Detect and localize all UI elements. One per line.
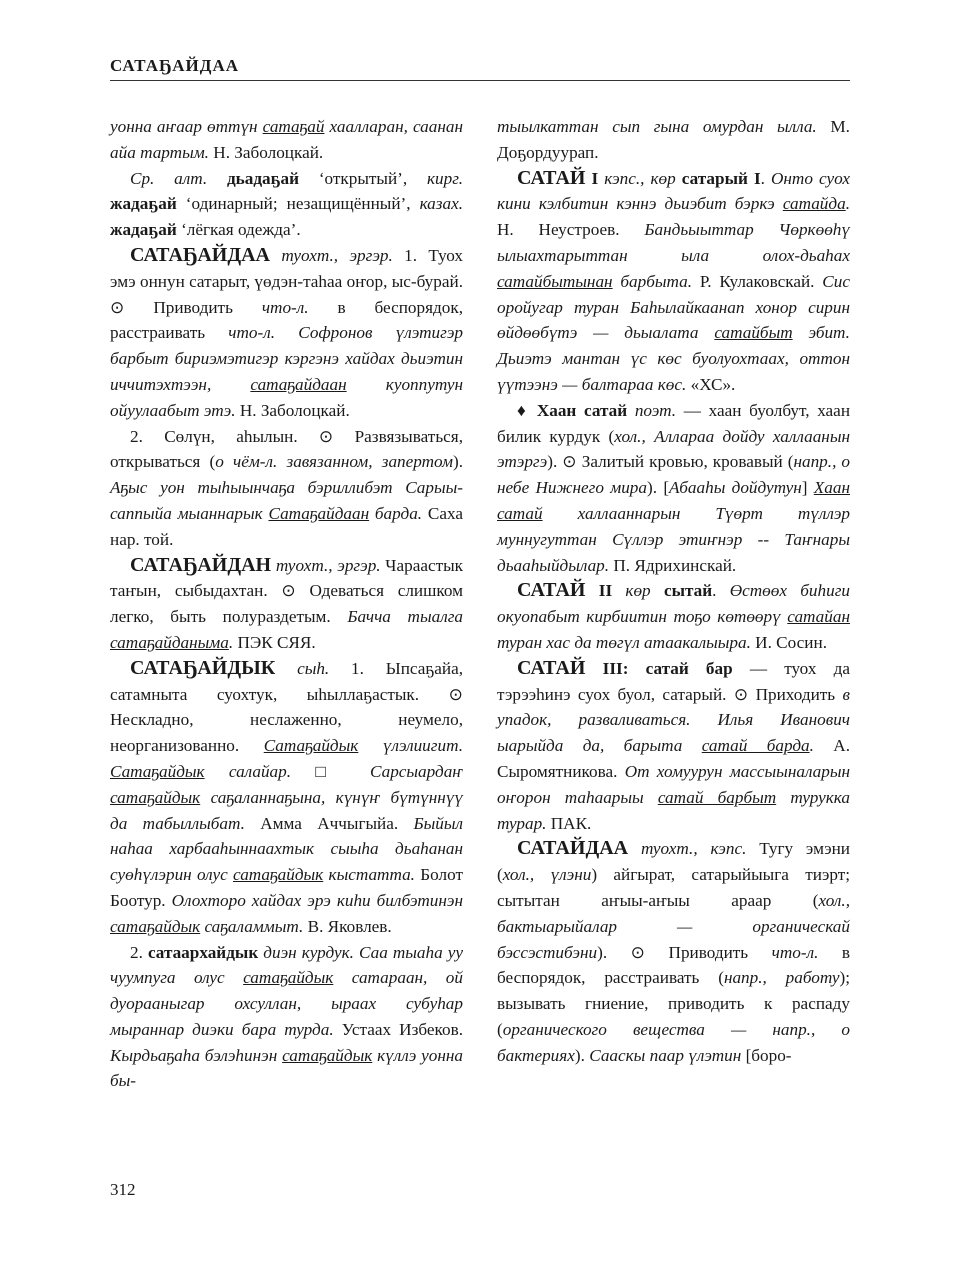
italic-run: үлэлиигит.	[358, 736, 463, 756]
dictionary-entry	[497, 836, 850, 1068]
italic-run: напр., работу	[723, 968, 840, 988]
text-run: □	[291, 761, 371, 781]
dictionary-entry	[110, 656, 463, 940]
italic-run: саҕаланнаҕына, күнүҥ бүтүннүү да табыллыбат.	[110, 787, 463, 833]
italic-run: что-л.	[771, 942, 819, 962]
italic-run: сыһ.	[275, 658, 330, 678]
headword: САТАЙДАА	[517, 837, 629, 860]
entry-paragraph	[110, 166, 463, 243]
dictionary-entry	[497, 578, 850, 655]
italic-run: хол., бактыарыйалар — органическай бэссэстибэни	[497, 890, 850, 962]
example-word: сатаҕайдык	[243, 968, 334, 988]
text-run: ‘открытый’,	[299, 168, 427, 188]
example-word: сатаҕайдык	[110, 916, 201, 936]
text-run: .	[712, 581, 730, 601]
text-run: ); вызывать гниение, приводить к распаду (	[497, 968, 850, 1039]
text-run: М. Доҕордуурап.	[497, 117, 850, 162]
example-word: сатаҕайданыма	[110, 632, 229, 652]
text-run: — туох да тэрээһинэ суох буол, сатарый. ⊙ Приходить	[497, 658, 850, 704]
text-run: 1. Туох эмэ оннун сатарыт, үөдэн-таһаа оҥор, ыс-бурай. ⊙ Приводить	[110, 245, 463, 317]
italic-run: кирг.	[426, 168, 463, 188]
italic-run: Ср. алт.	[130, 168, 227, 188]
bold-run: сатаархайдык	[147, 942, 259, 962]
italic-run: сатараан, ой дуорааныгар охсуллан, ыраах субуһар мыраннар диэки бара турда.	[110, 968, 463, 1039]
italic-run: Абааһы дойдутун	[669, 478, 802, 498]
entry-paragraph	[110, 940, 463, 1095]
headword: САТАҔАЙДАН	[130, 553, 272, 576]
italic-run: что-л. Софронов үлэтигэр барбыт бириэмэтигэр кэргэнэ хайдах дьиэтин иччитэхтээн,	[110, 323, 463, 394]
example-word: сатайбытынан	[497, 271, 613, 291]
text-run: Тугу эмэни (	[497, 839, 850, 885]
example-word: Хаан сатай	[497, 478, 851, 523]
text-run: 2.	[130, 942, 148, 962]
headword: САТАҔАЙДЫК	[130, 656, 276, 679]
italic-run: көр	[612, 581, 664, 601]
headword: САТАҔАЙДАА	[130, 243, 270, 266]
italic-run: Өстөөх биһиги окуопабыт кирбиитин тоҕо көтөөрү	[497, 581, 850, 627]
italic-run: Бандьыыттар Чөркөөһү ылыахтарыттан ыла олох-дьаһах	[497, 220, 850, 265]
italic-run: Быйыл наһаа харбааһыннаахтык сыыһа дьаһанан суөһүлэрин олус	[110, 813, 463, 885]
text-run: ). ⊙ Приводить	[597, 942, 772, 962]
italic-run: Бачча тыалга	[347, 607, 463, 627]
text-run: Чараастык таҥын, сыбыдахтан. ⊙ Одеваться слишком легко, быть полураздетым.	[110, 555, 463, 627]
text-run: ).	[574, 1045, 590, 1065]
text-run: 2. Сөлүн, аһылын. ⊙ Развязываться, открываться (	[110, 426, 463, 472]
page-header	[110, 56, 850, 81]
bold-run: сатарый I	[681, 168, 761, 188]
example-word: Сатаҕайдык	[110, 761, 205, 781]
italic-run: хол., үлэни	[502, 865, 592, 885]
text-run: Н. Заболоцкай.	[208, 142, 324, 162]
text-run: Н. Неустроев.	[497, 220, 645, 240]
text-run: Амма Аччыгыйа.	[244, 813, 414, 833]
italic-run: хол., Аллараа дойду халлаанын этэргэ	[497, 426, 850, 472]
text-run: .	[760, 168, 771, 188]
example-word: сатайан	[787, 607, 850, 627]
example-word: сатай барда	[701, 736, 810, 756]
italic-run: о чём-л. завязанном, запертом	[215, 452, 453, 472]
text-run: Устаах Избеков.	[333, 1019, 463, 1039]
text-run: Н. Заболоцкай.	[235, 400, 350, 420]
text-run: — хаан буолбут, хаан билик курдук (	[497, 400, 851, 446]
text-run: 1. Ыпсаҕайа, сатамныта суохтук, ыһыллаҕастык. ⊙ Нескладно, неслаженно, неумело, неорганизованно.	[110, 658, 463, 756]
left-column	[110, 114, 463, 1094]
italic-run: .	[809, 736, 814, 756]
text-run: в беспорядок, расстраивать	[110, 297, 463, 343]
example-word: сатаҕайдык	[110, 787, 201, 807]
text-run: ).	[452, 452, 463, 472]
italic-run: органического вещества — напр., о бактериях	[497, 1019, 850, 1065]
dictionary-entry	[110, 553, 463, 656]
example-word: сатай барбыт	[657, 787, 777, 807]
italic-run: салайар.	[204, 761, 292, 781]
entry-paragraph	[497, 114, 850, 166]
text-run: А. Сыромятникова.	[497, 736, 850, 781]
page-number: 312	[110, 1180, 136, 1199]
dictionary-entry	[497, 656, 850, 837]
text-run: П. Ядрихинскай.	[609, 555, 737, 575]
italic-run: тыылкаттан сып гына омурдан ылла.	[497, 117, 817, 136]
italic-run: Сис оройугар туран Баһылайкаанап хонор сирин өйдөөбүтэ — дьыалата	[497, 271, 850, 343]
italic-run: туохт., кэпс.	[628, 839, 747, 859]
italic-run: Аҕыс уон тыһыынчаҕа бэриллибэт Сарыы-саппыйа мыаннарык	[110, 478, 463, 523]
italic-run: барбыта.	[612, 271, 693, 291]
bold-run: II	[585, 581, 613, 601]
italic-run: туохт., эргэр.	[270, 245, 393, 265]
entry-paragraph	[110, 424, 463, 553]
italic-run: Олохторо хайдах эрэ киһи билбэтинэн	[171, 890, 463, 910]
text-run: И. Сосин.	[750, 632, 827, 652]
italic-run: Кырдьаҕаһа бэлэһинэн	[110, 1045, 283, 1065]
text-run: ). [	[647, 478, 670, 498]
bold-run: I	[585, 168, 599, 188]
text-run: ♦	[517, 400, 537, 420]
dictionary-entry	[110, 243, 463, 424]
running-head: САТАҔАЙДАА	[110, 56, 239, 75]
headword: САТАЙ	[517, 166, 586, 189]
italic-run: напр., о небе Нижнего мира	[497, 452, 850, 498]
text-run: В. Яковлев.	[303, 916, 392, 936]
italic-run: Сарсыардаҥ	[370, 761, 463, 781]
italic-run: халлааннарын Түөрт түллэр муннугуттан Сүллэр этиҥнэр -- Таҥнары дьааһыйдылар.	[497, 503, 850, 575]
example-word: сатаҕайдык	[233, 865, 324, 885]
italic-run: диэн курдук. Саа тыаһа уу чуумпуга олус	[110, 942, 464, 988]
italic-run: барда.	[369, 503, 423, 523]
bold-run: жадаҕай	[110, 194, 177, 214]
text-run: Болот Боотур.	[110, 865, 463, 910]
text-run: ‘лёгкая одежда’.	[176, 220, 301, 240]
text-run: в беспорядок, расстраивать (	[497, 942, 851, 988]
dictionary-entry	[497, 166, 850, 398]
example-word: сатаҕайдаан	[250, 374, 347, 394]
text-run: Р. Кулаковскай.	[692, 271, 823, 291]
text-run: ПЭК СЯЯ.	[233, 632, 316, 652]
italic-run: казах.	[419, 194, 463, 214]
bold-run: Хаан сатай	[536, 400, 628, 420]
italic-run: кэпс., көр	[598, 168, 682, 188]
italic-run: что-л.	[261, 297, 309, 317]
text-run: ). ⊙ Залитый кровью, кровавый (	[547, 452, 794, 472]
text-run: ) айгырат, сатарыйыыга тиэрт; сытытан аҥыы-аҥыы араар (	[497, 865, 850, 910]
italic-run: .	[228, 632, 234, 652]
italic-run: хаалларан, саанан айа тартым.	[110, 117, 463, 162]
bold-run: жадаҕай	[110, 220, 177, 240]
italic-run: От хомуурун массыыналарын оҥорон таһаарыы	[497, 761, 851, 807]
text-run: «ХС».	[686, 374, 736, 394]
example-word: Сатаҕайдаан	[268, 503, 370, 523]
italic-run: туран хас да төгүл атаакалыыра.	[497, 632, 751, 652]
italic-run: куоппутун ойуулаабыт этэ.	[110, 374, 463, 420]
headword: САТАЙ	[517, 579, 586, 602]
text-run: ]	[801, 478, 814, 498]
italic-run: эбит. Дьиэтэ мантан үс көс буолуохтаах, оттон үүтээнэ — балтараа көс.	[497, 323, 850, 394]
italic-run: Сааскы паар үлэтин	[589, 1045, 742, 1065]
example-word: сатайда	[782, 194, 846, 214]
italic-run: поэт.	[627, 400, 677, 420]
entry-paragraph	[110, 114, 463, 166]
italic-run: турукка турар.	[497, 787, 850, 833]
example-word: Сатаҕайдык	[263, 736, 359, 756]
bold-run: III: сатай бар	[585, 658, 733, 678]
right-column	[497, 114, 850, 1068]
example-word: сатаҕай	[262, 117, 325, 136]
idiom-entry	[497, 398, 850, 579]
italic-run: уонна аҥаар өттүн	[110, 117, 263, 136]
italic-run: кыстатта.	[323, 865, 415, 885]
italic-run: саҕаламмыт.	[200, 916, 304, 936]
italic-run: в упадок, разваливаться. Илья Иванович ыарыйда да, барыта	[497, 684, 850, 756]
italic-run: күллэ уонна бы-	[110, 1045, 463, 1091]
italic-run: .	[845, 194, 850, 214]
text-run: [боро-	[741, 1045, 792, 1065]
text-run: Саха нар. той.	[110, 503, 463, 549]
italic-run: Онто суох кини кэлбитин кэннэ дьиэбит бэркэ	[497, 168, 850, 214]
bold-run: дьадаҕай	[226, 168, 300, 188]
bold-run: сытай	[663, 581, 713, 601]
headword: САТАЙ	[517, 656, 586, 679]
example-word: сатаҕайдык	[282, 1045, 373, 1065]
text-run: ‘одинарный; незащищённый’,	[176, 194, 420, 214]
italic-run: туохт., эргэр.	[271, 555, 381, 575]
text-run: ПАК.	[546, 813, 592, 833]
example-word: сатайбыт	[714, 323, 793, 343]
